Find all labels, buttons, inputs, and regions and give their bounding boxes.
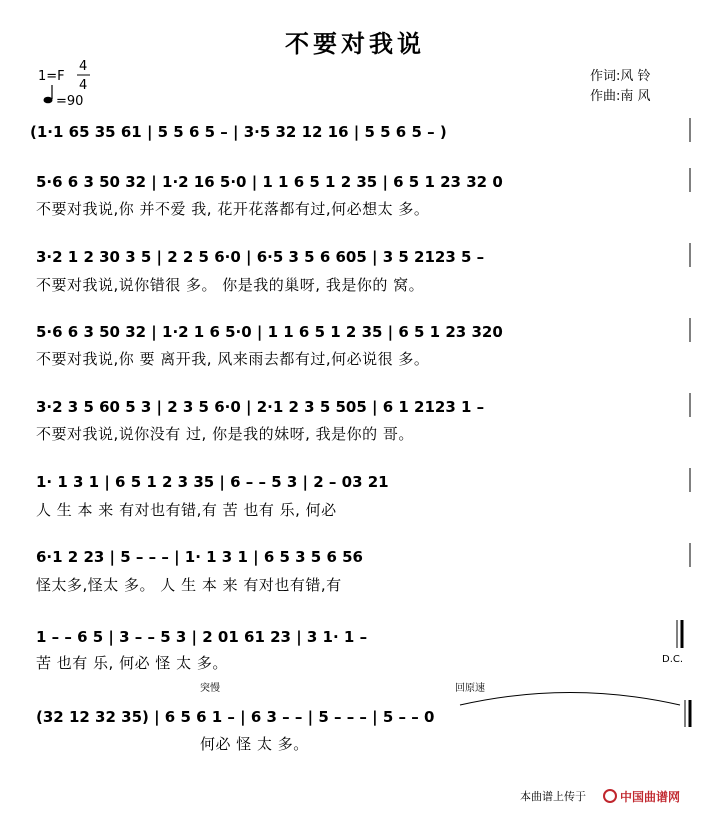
lyrics-line-4: 不要对我说,你 要 离开我, 风来雨去都有过,何必说很 多。 [36,350,430,368]
notes-line-8: 1 – – 6 5 | 3 – – 5 3 | 2 01 61 23 | 3 1· 1 – [36,628,368,646]
song-title: 不要对我说 [285,30,425,58]
score-line-9 [36,681,690,753]
notes-line-7: 6·1 2 23 | 5 – – – | 1· 1 3 1 | 6 5 3 5 6 56 [36,548,363,566]
score-line-5 [36,393,690,443]
lyrics-line-8: 苦 也有 乐, 何必 怪 太 多。 [36,654,228,672]
notes-line-6: 1· 1 3 1 | 6 5 1 2 3 35 | 6 – – 5 3 | 2 – 03 21 [36,473,389,491]
score-line-2 [36,168,690,218]
score-line-1 [30,118,690,142]
notes-line-3: 3·2 1 2 30 3 5 | 2 2 5 6·0 | 6·5 3 5 6 605 | 3 5 2123 5 – [36,248,485,266]
notes-line-4: 5·6 6 3 50 32 | 1·2 1 6 5·0 | 1 1 6 5 1 2 35 | 6 5 1 23 320 [36,323,503,341]
tempo-marking: =90 [56,94,84,109]
da-capo-mark: D.C. [662,654,684,665]
tempo-resume-mark: 回原速 [455,683,485,694]
lyrics-line-7: 怪太多,怪太 多。 人 生 本 来 有对也有错,有 [36,576,342,594]
lyrics-line-9: 何必 怪 太 多。 [200,735,309,753]
score-line-8 [36,620,683,672]
time-signature-bottom: 4 [79,78,88,93]
notes-line-9: (32 12 32 35) | 6 5 6 1 – | 6 3 – – | 5 – – – | 5 – – 0 [36,708,435,726]
score-line-6 [36,468,690,519]
notes-line-1: (1·1 65 35 61 | 5 5 6 5 – | 3·5 32 12 16 | 5 5 6 5 – ) [30,123,447,141]
lyrics-line-5: 不要对我说,说你没有 过, 你是我的妹呀, 我是你的 哥。 [36,425,414,443]
lyrics-line-3: 不要对我说,说你错很 多。 你是我的巢呀, 我是你的 窝。 [36,276,425,294]
score-line-4 [36,318,690,368]
site-logo-icon [604,790,616,802]
tempo-slow-mark: 突慢 [200,683,220,694]
time-signature-top: 4 [79,59,88,74]
site-logo: 中国曲谱网 [620,790,681,804]
notes-line-2: 5·6 6 3 50 32 | 1·2 16 5·0 | 1 1 6 5 1 2 35 | 6 5 1 23 32 0 [36,173,503,191]
composer-credit: 作曲:南 风 [590,89,651,104]
lyrics-line-6: 人 生 本 来 有对也有错,有 苦 也有 乐, 何必 [36,501,337,519]
score-line-7 [36,543,690,594]
key-signature: 1=F [38,69,65,84]
quarter-note-icon [44,97,53,104]
footer-text: 本曲谱上传于 [520,790,586,803]
lyrics-line-2: 不要对我说,你 并不爱 我, 花开花落都有过,何必想太 多。 [36,200,430,218]
score-line-3 [36,243,690,294]
notes-line-5: 3·2 3 5 60 5 3 | 2 3 5 6·0 | 2·1 2 3 5 505 | 6 1 2123 1 – [36,398,485,416]
lyricist-credit: 作词:风 铃 [590,69,651,84]
